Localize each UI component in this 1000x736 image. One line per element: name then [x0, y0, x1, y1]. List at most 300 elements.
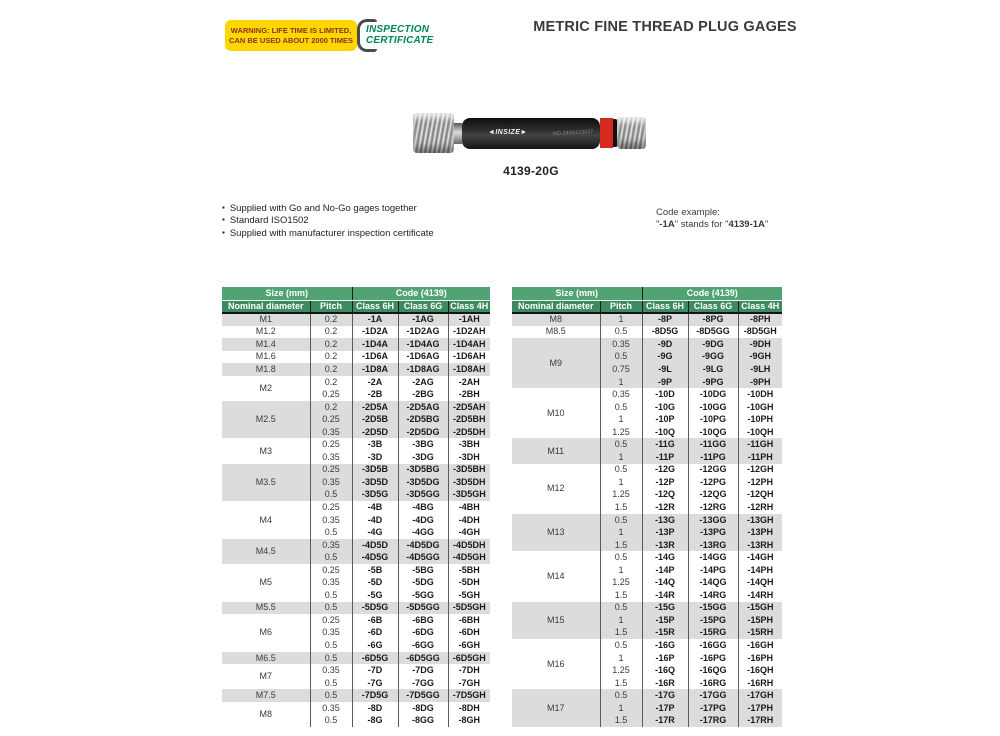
pitch-cell: 1.5 [600, 677, 642, 690]
gage-neck [454, 123, 462, 144]
pitch-cell: 0.25 [310, 438, 352, 451]
code-cell: -2BG [398, 388, 448, 401]
code-cell: -10DG [688, 388, 738, 401]
table-row [512, 338, 782, 351]
size-cell: M14 [512, 551, 600, 601]
code-cell: -15GH [738, 602, 782, 615]
table-row [512, 388, 782, 401]
code-cell: -13PH [738, 526, 782, 539]
warning-badge [225, 20, 357, 51]
code-cell: -4DG [398, 514, 448, 527]
pitch-cell: 0.25 [310, 564, 352, 577]
code-cell: -11P [642, 451, 688, 464]
code-cell: -16RH [747, 677, 774, 688]
size-cell: M6.5 [222, 652, 310, 665]
code-cell: -1D6AH [453, 351, 486, 362]
code-cell: -5G [352, 589, 398, 602]
pitch-cell: 0.5 [600, 689, 642, 702]
pitch-cell: 0.25 [310, 501, 352, 514]
table-row [222, 501, 490, 514]
table-row [222, 689, 490, 702]
pitch-cell: 0.5 [310, 602, 352, 615]
code-cell: -7DG [398, 664, 448, 677]
size-cell: M1.4 [222, 338, 310, 351]
code-cell: -6D [352, 627, 398, 640]
code-cell: -6DH [458, 627, 480, 638]
features-list [222, 203, 434, 240]
code-cell: -16RG [688, 677, 738, 690]
code-cell: -2AG [398, 376, 448, 389]
nogo-red-band [600, 118, 613, 148]
pitch-cell: 0.2 [310, 401, 352, 414]
size-cell: M2.5 [222, 401, 310, 439]
code-cell: -6GH [458, 639, 481, 650]
code-cell: -17RG [688, 715, 738, 728]
code-cell: -14RG [688, 589, 738, 602]
pitch-cell: 1 [600, 451, 642, 464]
code-cell: -3D5DG [398, 476, 448, 489]
code-cell: -2BH [458, 389, 480, 400]
code-cell: -3D5BH [448, 464, 490, 477]
column-header-class-4h: Class 4H [448, 300, 490, 313]
code-cell: -5DH [458, 577, 480, 588]
table-row [512, 464, 782, 477]
size-cell: M15 [512, 602, 600, 640]
code-cell: -17GG [688, 689, 738, 702]
pitch-cell: 0.35 [310, 627, 352, 640]
code-cell: -5D5GH [448, 602, 490, 615]
table-row [512, 639, 782, 652]
code-cell: -2D5D [352, 426, 398, 439]
code-cell: -16Q [642, 664, 688, 677]
code-cell: -12RH [747, 501, 774, 512]
code-example-label: Code example: [656, 207, 720, 218]
pitch-cell: 1 [600, 413, 642, 426]
code-cell: -8G [352, 715, 398, 728]
pitch-cell: 0.5 [600, 464, 642, 477]
code-cell: -13P [642, 526, 688, 539]
table-row [222, 614, 490, 627]
code-cell: -7D5GG [398, 689, 448, 702]
code-cell: -11PH [738, 451, 782, 464]
code-cell: -8PH [738, 313, 782, 326]
pitch-cell: 0.2 [310, 313, 352, 326]
code-cell: -9L [642, 363, 688, 376]
size-cell: M5.5 [222, 602, 310, 615]
size-cell: M8.5 [512, 326, 600, 339]
pitch-cell: 0.2 [310, 351, 352, 364]
size-group-header: Size (mm) [222, 287, 352, 300]
size-cell: M1.2 [222, 326, 310, 339]
column-header-pitch: Pitch [600, 300, 642, 313]
table-row [222, 338, 490, 351]
pitch-cell: 1.5 [600, 715, 642, 728]
size-cell: M17 [512, 689, 600, 727]
code-cell: -2D5BH [448, 413, 490, 426]
code-cell: -3DH [458, 451, 480, 462]
pitch-cell: 0.5 [310, 652, 352, 665]
size-cell: M1.6 [222, 351, 310, 364]
code-cell: -13GG [688, 514, 738, 527]
pitch-cell: 0.5 [310, 715, 352, 728]
code-cell: -6D5GH [448, 652, 490, 665]
code-cell: -11GG [688, 438, 738, 451]
code-cell: -14P [642, 564, 688, 577]
code-cell: -7GG [398, 677, 448, 690]
code-cell: -10G [642, 401, 688, 414]
code-cell: -8GH [458, 715, 481, 726]
code-cell: -10D [642, 388, 688, 401]
code-cell: -6DG [398, 627, 448, 640]
code-cell: -5BH [458, 564, 480, 575]
code-example-plain: " stands for " [674, 219, 729, 230]
code-cell: -5GG [398, 589, 448, 602]
code-example-text [656, 219, 768, 231]
code-cell: -4D5GG [398, 551, 448, 564]
warning-line-2: CAN BE USED ABOUT 2000 TIMES [229, 35, 353, 45]
pitch-cell: 0.35 [310, 702, 352, 715]
pitch-cell: 1 [600, 564, 642, 577]
gage-handle [462, 118, 600, 149]
page-title: METRIC FINE THREAD PLUG GAGES [533, 19, 797, 35]
code-cell: -4GH [458, 527, 481, 538]
code-cell: -3D5GG [398, 489, 448, 502]
code-cell: -11PG [688, 451, 738, 464]
size-cell: M1.8 [222, 363, 310, 376]
size-cell: M4 [222, 501, 310, 539]
code-cell: -4B [352, 501, 398, 514]
code-cell: -14GG [688, 551, 738, 564]
code-cell: -15PG [688, 614, 738, 627]
code-cell: -4D5D [352, 539, 398, 552]
product-model-caption: 4139-20G [503, 164, 559, 178]
code-cell: -5D5G [352, 602, 398, 615]
certificate-line-2: CERTIFICATE [366, 34, 434, 46]
code-cell: -17RH [738, 715, 782, 728]
code-cell: -17G [642, 689, 688, 702]
pitch-cell: 0.35 [310, 451, 352, 464]
code-cell: -2D5A [352, 401, 398, 414]
pitch-cell: 0.5 [310, 526, 352, 539]
code-cell: -10PG [688, 413, 738, 426]
code-cell: -9DG [688, 338, 738, 351]
pitch-cell: 0.35 [310, 576, 352, 589]
code-cell: -17PG [688, 702, 738, 715]
pitch-cell: 0.35 [310, 426, 352, 439]
code-cell: -3D5D [352, 476, 398, 489]
code-cell: -8GG [398, 715, 448, 728]
pitch-cell: 0.5 [310, 489, 352, 502]
code-cell: -3B [352, 438, 398, 451]
code-cell: -10PH [747, 414, 774, 425]
code-cell: -5BG [398, 564, 448, 577]
code-cell: -9G [642, 351, 688, 364]
code-cell: -3DG [398, 451, 448, 464]
code-cell: -1A [352, 313, 398, 326]
code-example-plain: " [764, 219, 769, 230]
code-cell: -4BH [458, 501, 480, 512]
code-cell: -16PH [747, 652, 774, 663]
code-cell: -8DH [458, 702, 480, 713]
code-cell: -9GH [738, 351, 782, 364]
code-cell: -13PG [688, 526, 738, 539]
column-header-class-6g: Class 6G [688, 300, 738, 313]
size-cell: M12 [512, 464, 600, 514]
pitch-cell: 1 [600, 614, 642, 627]
pitch-cell: 1.25 [600, 426, 642, 439]
code-cell: -6D5GG [398, 652, 448, 665]
gage-serial-marking: NO.2409133027 [553, 128, 595, 138]
code-cell: -8D5G [642, 326, 688, 339]
pitch-cell: 0.35 [310, 539, 352, 552]
code-cell: -14R [642, 589, 688, 602]
size-cell: M5 [222, 564, 310, 602]
code-cell: -5GH [458, 589, 481, 600]
pitch-cell: 1.5 [600, 627, 642, 640]
code-cell: -16R [642, 677, 688, 690]
code-cell: -15RG [688, 627, 738, 640]
pitch-cell: 0.35 [310, 514, 352, 527]
code-cell: -17R [642, 715, 688, 728]
table-row [222, 376, 490, 389]
code-cell: -12GG [688, 464, 738, 477]
pitch-cell: 0.5 [310, 689, 352, 702]
code-cell: -3D5GH [448, 489, 490, 502]
pitch-cell: 0.5 [600, 514, 642, 527]
code-cell: -7D5GH [448, 689, 490, 702]
pitch-cell: 0.2 [310, 363, 352, 376]
code-cell: -2B [352, 388, 398, 401]
code-cell: -8D5GH [743, 326, 777, 337]
code-cell: -6BH [458, 614, 480, 625]
code-cell: -1D2A [352, 326, 398, 339]
pitch-cell: 0.5 [600, 602, 642, 615]
size-cell: M3.5 [222, 464, 310, 502]
pitch-cell: 0.5 [600, 351, 642, 364]
code-cell: -7D5G [352, 689, 398, 702]
code-cell: -12QG [688, 489, 738, 502]
code-cell: -15GG [688, 602, 738, 615]
pitch-cell: 1.25 [600, 664, 642, 677]
certificate-line-1: INSPECTION [366, 24, 430, 35]
pitch-cell: 0.35 [310, 476, 352, 489]
code-cell: -2D5B [352, 413, 398, 426]
gage-table-right [512, 287, 782, 727]
feature-item: ▪ Standard ISO1502 [222, 215, 434, 227]
code-cell: -15RH [738, 627, 782, 640]
pitch-cell: 1 [600, 526, 642, 539]
size-cell: M1 [222, 313, 310, 326]
pitch-cell: 1.25 [600, 489, 642, 502]
pitch-cell: 0.35 [310, 664, 352, 677]
code-cell: -10QG [688, 426, 738, 439]
pitch-cell: 1.5 [600, 539, 642, 552]
pitch-cell: 0.25 [310, 464, 352, 477]
nogo-thread-end [617, 117, 646, 149]
table-row [512, 689, 782, 702]
code-cell: -10P [642, 413, 688, 426]
code-cell: -17P [642, 702, 688, 715]
code-example [656, 207, 768, 231]
code-cell: -3D5G [352, 489, 398, 502]
code-cell: -2A [352, 376, 398, 389]
pitch-cell: 0.5 [310, 589, 352, 602]
code-cell: -3D5DH [448, 476, 490, 489]
column-header-nominal-diameter: Nominal diameter [512, 300, 600, 313]
code-cell: -8D [352, 702, 398, 715]
table-row [512, 313, 782, 326]
code-cell: -10GH [747, 401, 774, 412]
code-example-code: 4139-1A [728, 219, 765, 230]
column-header-class-6g: Class 6G [398, 300, 448, 313]
pitch-cell: 1.5 [600, 589, 642, 602]
code-cell: -16P [642, 652, 688, 665]
size-cell: M8 [512, 313, 600, 326]
size-cell: M3 [222, 438, 310, 463]
code-cell: -6BG [398, 614, 448, 627]
code-cell: -2AH [458, 376, 480, 387]
size-cell: M11 [512, 438, 600, 463]
size-cell: M16 [512, 639, 600, 689]
code-cell: -10GG [688, 401, 738, 414]
code-cell: -14RH [747, 589, 774, 600]
pitch-cell: 0.5 [600, 401, 642, 414]
pitch-cell: 1 [600, 313, 642, 326]
code-cell: -12RG [688, 501, 738, 514]
code-cell: -4D [352, 514, 398, 527]
pitch-cell: 0.2 [310, 376, 352, 389]
code-cell: -13R [642, 539, 688, 552]
code-cell: -7D [352, 664, 398, 677]
code-cell: -11G [642, 438, 688, 451]
pitch-cell: 1 [600, 376, 642, 389]
pitch-cell: 1 [600, 476, 642, 489]
code-cell: -3D5B [352, 464, 398, 477]
feature-item: ▪ Supplied with manufacturer inspection certificate [222, 228, 434, 240]
code-cell: -9LH [738, 363, 782, 376]
code-cell: -7GH [458, 677, 481, 688]
code-cell: -3BH [458, 439, 480, 450]
insize-logo: ◄INSIZE► [488, 129, 528, 136]
code-cell: -13RG [688, 539, 738, 552]
pitch-cell: 0.25 [310, 388, 352, 401]
size-cell: M9 [512, 338, 600, 388]
feature-item: ▪ Supplied with Go and No-Go gages together [222, 203, 434, 215]
pitch-cell: 0.2 [310, 326, 352, 339]
code-cell: -15G [642, 602, 688, 615]
code-cell: -6GG [398, 639, 448, 652]
code-cell: -1D4AH [448, 338, 490, 351]
certificate-label [366, 25, 433, 46]
size-group-header: Size (mm) [512, 287, 642, 300]
code-cell: -5DG [398, 576, 448, 589]
code-cell: -8DG [398, 702, 448, 715]
table-row [222, 652, 490, 665]
code-cell: -12Q [642, 489, 688, 502]
code-example-code: -1A [659, 219, 675, 230]
code-cell: -1D8AG [398, 363, 448, 376]
code-cell: -1D4A [352, 338, 398, 351]
code-cell: -4D5G [352, 551, 398, 564]
size-cell: M10 [512, 388, 600, 438]
code-cell: -4D5DH [448, 539, 490, 552]
code-cell: -15P [642, 614, 688, 627]
code-cell: -16GG [688, 639, 738, 652]
table-row [512, 326, 782, 339]
code-cell: -3D5BG [398, 464, 448, 477]
code-cell: -1AG [398, 313, 448, 326]
pitch-cell: 1 [600, 652, 642, 665]
code-cell: -14G [642, 551, 688, 564]
code-cell: -2D5DH [448, 426, 490, 439]
size-cell: M7 [222, 664, 310, 689]
go-thread-end [413, 113, 454, 153]
code-cell: -1D2AG [398, 326, 448, 339]
code-cell: -15PH [738, 614, 782, 627]
product-image [413, 110, 649, 156]
code-cell: -10Q [642, 426, 688, 439]
code-cell: -2D5AG [398, 401, 448, 414]
warning-line-1: WARNING: LIFE TIME IS LIMITED, [230, 26, 352, 35]
code-cell: -3BG [398, 438, 448, 451]
code-cell: -16QH [747, 665, 774, 676]
table-row [222, 702, 490, 715]
table-row [222, 313, 490, 326]
pitch-cell: 0.5 [310, 639, 352, 652]
table-row [512, 438, 782, 451]
table-row [512, 514, 782, 527]
pitch-cell: 0.25 [310, 614, 352, 627]
table-row [222, 564, 490, 577]
code-cell: -1D6AG [398, 351, 448, 364]
pitch-cell: 0.35 [600, 388, 642, 401]
table-row [512, 602, 782, 615]
table-row [222, 326, 490, 339]
code-cell: -4D5GH [448, 551, 490, 564]
table-row [222, 664, 490, 677]
code-cell: -12PH [747, 476, 774, 487]
pitch-cell: 0.2 [310, 338, 352, 351]
code-cell: -8PG [688, 313, 738, 326]
code-cell: -6G [352, 639, 398, 652]
code-cell: -16PG [688, 652, 738, 665]
column-header-class-4h: Class 4H [738, 300, 782, 313]
code-cell: -9DH [738, 338, 782, 351]
code-cell: -9PH [738, 376, 782, 389]
code-example-plain: " [656, 219, 660, 230]
code-cell: -6B [352, 614, 398, 627]
code-cell: -14PG [688, 564, 738, 577]
size-cell: M13 [512, 514, 600, 552]
code-cell: -1D8AH [448, 363, 490, 376]
code-cell: -14GH [747, 552, 774, 563]
column-header-nominal-diameter: Nominal diameter [222, 300, 310, 313]
column-header-class-6h: Class 6H [352, 300, 398, 313]
size-cell: M8 [222, 702, 310, 727]
pitch-cell: 0.75 [600, 363, 642, 376]
code-cell: -8P [642, 313, 688, 326]
code-cell: -10QH [747, 426, 774, 437]
code-cell: -13RH [738, 539, 782, 552]
code-cell: -1D4AG [398, 338, 448, 351]
code-group-header: Code (4139) [352, 287, 490, 300]
pitch-cell: 0.5 [600, 438, 642, 451]
inspection-certificate-badge [355, 16, 450, 56]
code-cell: -4DH [458, 514, 480, 525]
table-row [222, 438, 490, 451]
code-cell: -13GH [738, 514, 782, 527]
table-row [512, 551, 782, 564]
